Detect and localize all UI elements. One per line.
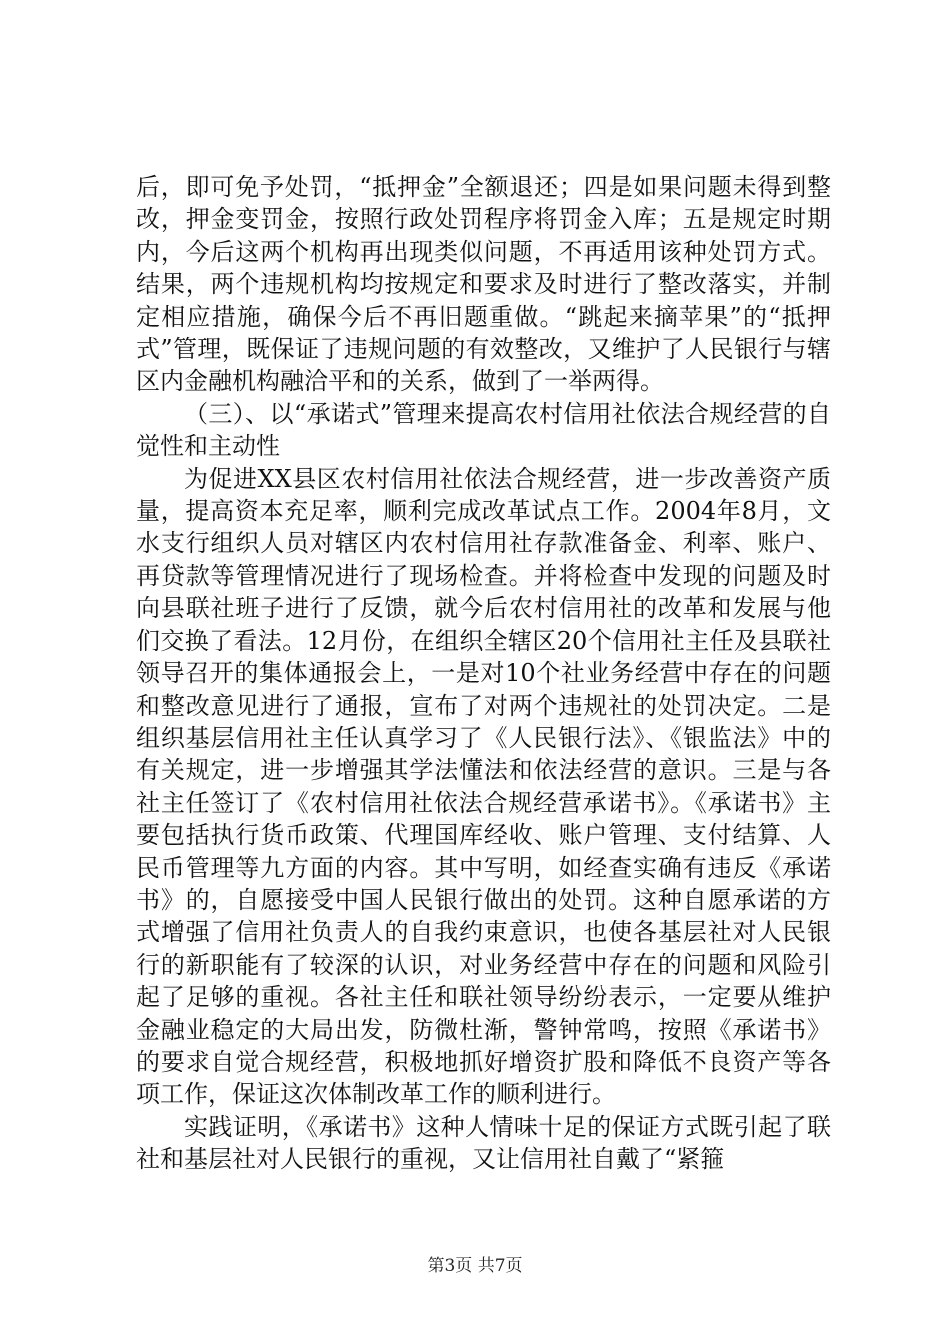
paragraph-continuation: 后，即可免予处罚，“抵押金”全额退还；四是如果问题未得到整改，押金变罚金，按照行政处罚程序将罚金入库；五是规定时期内，今后这两个机构再出现类似问题，不再适用该种处罚方式。结果，两个违规机构均按规定和要求及时进行了整改落实，并制定相应措施，确保今后不再旧题重做。“跳起来摘苹果”的“抵押式”管理，既保证了违规问题的有效整改，又维护了人民银行与辖区内金融机构融洽平和的关系，做到了一举两得。 (136, 173, 831, 396)
paragraph-body: 实践证明，《承诺书》这种人情味十足的保证方式既引起了联社和基层社对人民银行的重视，又让信用社自戴了“紧箍 (136, 1112, 831, 1174)
page-number-footer: 第3页 共7页 (427, 1256, 523, 1276)
section-heading-3: （三）、以“承诺式”管理来提高农村信用社依法合规经营的自觉性和主动性 (136, 399, 831, 461)
document-body (136, 171, 831, 1176)
paragraph-body: 为促进XX县区农村信用社依法合规经营，进一步改善资产质量，提高资本充足率，顺利完成改革试点工作。2004年8月，文水支行组织人员对辖区内农村信用社存款准备金、利率、账户、再贷款等管理情况进行了现场检查。并将检查中发现的问题及时向县联社班子进行了反馈，就今后农村信用社的改革和发展与他们交换了看法。12月份，在组织全辖区20个信用社主任及县联社领导召开的集体通报会上，一是对10个社业务经营中存在的问题和整改意见进行了通报，宣布了对两个违规社的处罚决定。二是组织基层信用社主任认真学习了《人民银行法》、《银监法》中的有关规定，进一步增强其学法懂法和依法经营的意识。三是与各社主任签订了《农村信用社依法合规经营承诺书》。《承诺书》主要包括执行货币政策、代理国库经收、账户管理、支付结算、人民币管理等九方面的内容。其中写明，如经查实确有违反《承诺书》的，自愿接受中国人民银行做出的处罚。这种自愿承诺的方式增强了信用社负责人的自我约束意识，也使各基层社对人民银行的新职能有了较深的认识，对业务经营中存在的问题和风险引起了足够的重视。各社主任和联社领导纷纷表示，一定要从维护金融业稳定的大局出发，防微杜渐，警钟常鸣，按照《承诺书》的要求自觉合规经营，积极地抓好增资扩股和降低不良资产等各项工作，保证这次体制改革工作的顺利进行。 (136, 464, 831, 1109)
